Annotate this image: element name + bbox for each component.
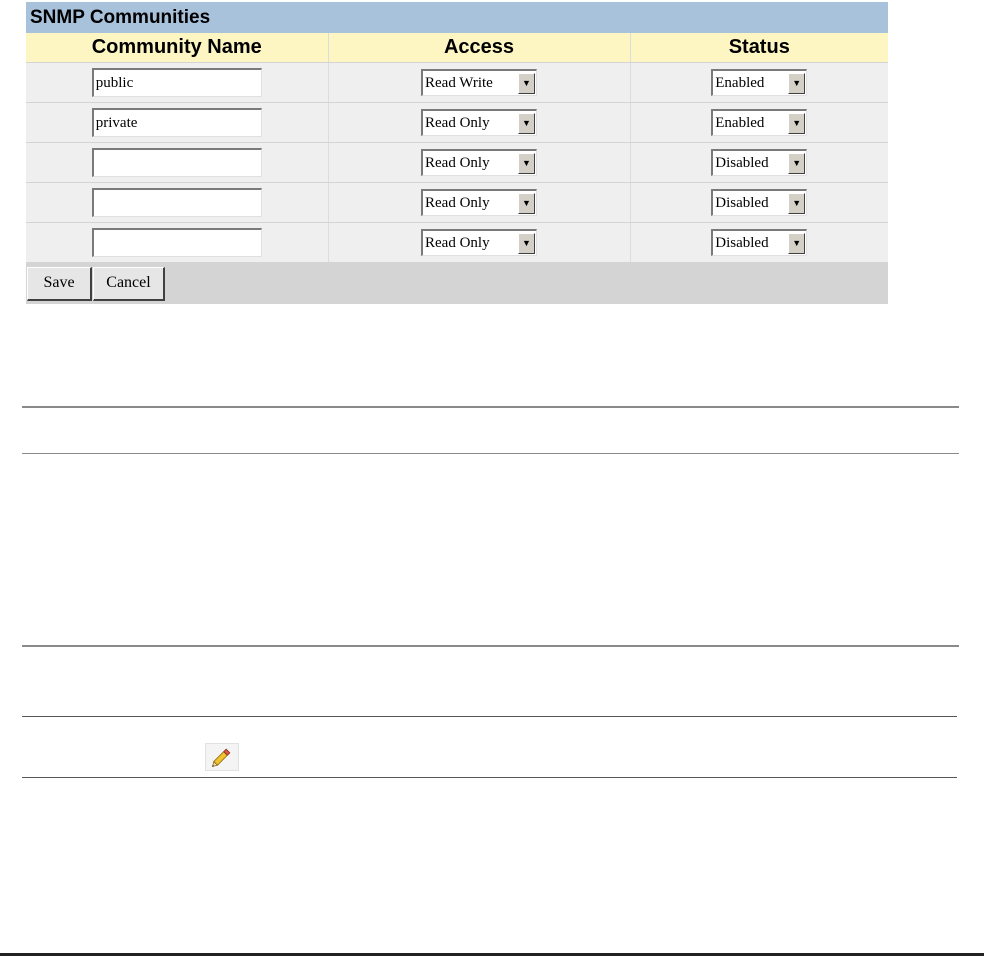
status-cell xyxy=(630,183,888,223)
status-select[interactable] xyxy=(711,69,807,96)
access-select-value: Read Only xyxy=(425,234,490,251)
table-row xyxy=(26,223,888,263)
community-name-cell xyxy=(26,63,328,103)
status-select[interactable] xyxy=(711,189,807,216)
chevron-down-icon[interactable]: ▼ xyxy=(518,73,535,94)
status-select-value: Enabled xyxy=(715,74,765,91)
communities-table xyxy=(26,33,888,263)
divider xyxy=(22,777,957,778)
divider xyxy=(22,716,957,717)
panel-footer xyxy=(26,263,888,304)
snmp-communities-panel xyxy=(26,2,888,304)
status-select[interactable] xyxy=(711,109,807,136)
divider xyxy=(22,406,959,408)
access-cell xyxy=(328,63,630,103)
status-cell xyxy=(630,103,888,143)
divider xyxy=(22,645,959,647)
divider xyxy=(22,453,959,454)
chevron-down-icon[interactable]: ▼ xyxy=(518,233,535,254)
community-name-input[interactable] xyxy=(92,188,262,217)
table-row xyxy=(26,183,888,223)
chevron-down-icon[interactable]: ▼ xyxy=(788,233,805,254)
chevron-down-icon[interactable]: ▼ xyxy=(518,113,535,134)
table-row xyxy=(26,143,888,183)
access-select-value: Read Only xyxy=(425,194,490,211)
community-name-cell xyxy=(26,223,328,263)
chevron-down-icon[interactable]: ▼ xyxy=(518,193,535,214)
chevron-down-icon[interactable]: ▼ xyxy=(788,193,805,214)
chevron-down-icon[interactable]: ▼ xyxy=(788,73,805,94)
community-name-input[interactable] xyxy=(92,228,262,257)
access-select[interactable] xyxy=(421,229,537,256)
pencil-icon xyxy=(205,743,239,771)
community-name-cell xyxy=(26,183,328,223)
save-button[interactable]: Save xyxy=(27,267,92,301)
panel-title: SNMP Communities xyxy=(26,2,888,33)
status-select-value: Disabled xyxy=(715,194,769,211)
status-select-value: Disabled xyxy=(715,154,769,171)
column-header-status: Status xyxy=(630,33,888,63)
table-row xyxy=(26,63,888,103)
community-name-cell xyxy=(26,143,328,183)
community-name-cell xyxy=(26,103,328,143)
access-cell xyxy=(328,103,630,143)
access-select[interactable] xyxy=(421,109,537,136)
status-select[interactable] xyxy=(711,229,807,256)
access-select[interactable] xyxy=(421,189,537,216)
chevron-down-icon[interactable]: ▼ xyxy=(518,153,535,174)
access-select-value: Read Only xyxy=(425,154,490,171)
status-cell xyxy=(630,63,888,103)
status-cell xyxy=(630,143,888,183)
table-header-row xyxy=(26,33,888,63)
access-cell xyxy=(328,223,630,263)
access-cell xyxy=(328,143,630,183)
access-cell xyxy=(328,183,630,223)
community-name-input[interactable] xyxy=(92,108,262,137)
table-row xyxy=(26,103,888,143)
access-select-value: Read Write xyxy=(425,74,493,91)
status-select-value: Enabled xyxy=(715,114,765,131)
chevron-down-icon[interactable]: ▼ xyxy=(788,153,805,174)
column-header-community-name: Community Name xyxy=(26,33,328,63)
status-select-value: Disabled xyxy=(715,234,769,251)
column-header-access: Access xyxy=(328,33,630,63)
community-name-input[interactable] xyxy=(92,68,262,97)
access-select[interactable] xyxy=(421,149,537,176)
chevron-down-icon[interactable]: ▼ xyxy=(788,113,805,134)
status-cell xyxy=(630,223,888,263)
community-name-input[interactable] xyxy=(92,148,262,177)
cancel-button[interactable]: Cancel xyxy=(93,267,165,301)
access-select[interactable] xyxy=(421,69,537,96)
status-select[interactable] xyxy=(711,149,807,176)
access-select-value: Read Only xyxy=(425,114,490,131)
